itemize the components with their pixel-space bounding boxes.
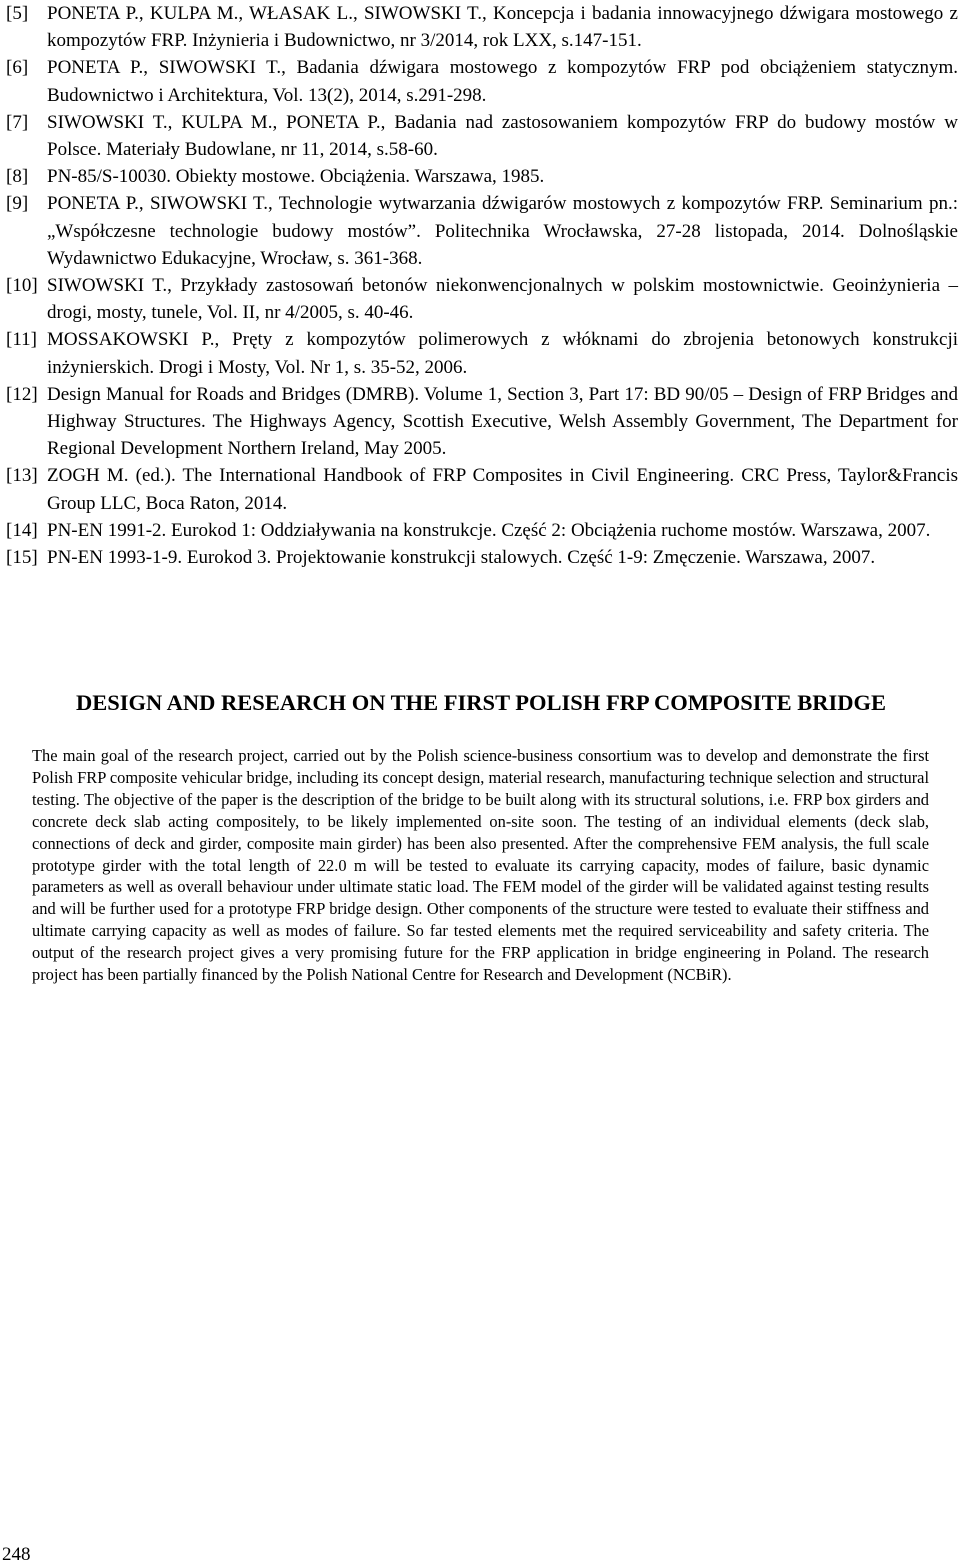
reference-list: [6, 0, 958, 571]
reference-number: [6]: [6, 57, 29, 79]
reference-number: [13]: [6, 465, 38, 487]
reference-item: [6, 381, 958, 463]
abstract-title: DESIGN AND RESEARCH ON THE FIRST POLISH FRP COMPOSITE BRIDGE: [76, 690, 886, 715]
reference-number: [11]: [6, 329, 37, 351]
reference-number: [5]: [6, 3, 29, 24]
reference-number: [7]: [6, 111, 29, 133]
reference-text: SIWOWSKI T., Przykłady zastosowań betonów niekonwencjonalnych w polskim mostownictwie. Geoinżynieria – drogi, mosty, tunele, Vol. II, nr 4/2005, s. 40-46.: [47, 275, 958, 324]
reference-text: Design Manual for Roads and Bridges (DMRB). Volume 1, Section 3, Part 17: BD 90/05 – Design of FRP Bridges and Highway Structures. The Highways Agency, Scottish Executive, Welsh Assembly Government, The Department for Regional Development Northern Ireland, May 2005.: [47, 383, 958, 460]
reference-text: PONETA P., SIWOWSKI T., Technologie wytwarzania dźwigarów mostowych z kompozytów FRP. Seminarium pn.: „Współczesne technologie budowy mostów”. Politechnika Wrocławska, 27-28 listopada, 2014. Dolnośląskie Wydawnictwo Edukacyjne, Wrocław, s. 361-368.: [47, 193, 958, 269]
reference-item: [6, 190, 958, 272]
reference-number: [15]: [6, 547, 38, 569]
reference-number: [14]: [6, 519, 38, 541]
reference-item: [6, 54, 958, 108]
abstract-body: The main goal of the research project, carried out by the Polish science-business consortium was to develop and demonstrate the first Polish FRP composite vehicular bridge, including its concept design, material research, manufacturing technique selection and structural testing. The objective of the paper is the description of the bridge to be built along with its structural solutions, i.e. FRP box girders and concrete deck slab acting compositely, to be likely implemented on-site soon. The testing of an individual elements (deck slab, connections of deck and girder, composite main girder) has been also presented. After the comprehensive FEM analysis, the full scale prototype girder with the total length of 22.0 m will be tested to evaluate its carrying capacity, modes of failure, basic dynamic parameters as well as overall behaviour under ultimate static load. The FEM model of the girder will be validated against testing results and will be further used for a prototype FRP bridge design. Other components of the structure were tested to evaluate their stiffness and ultimate carrying capacity as well as modes of failure. So far tested elements met the required serviceability and safety criteria. The output of the research project gives a very promising future for the FRP application in bridge engineering in Poland. The research project has been partially financed by the Polish National Centre for Research and Development (NCBiR).: [32, 746, 929, 985]
reference-item: [6, 109, 958, 163]
reference-text: MOSSAKOWSKI P., Pręty z kompozytów polimerowych z włóknami do zbrojenia betonowych konstrukcji inżynierskich. Drogi i Mosty, Vol. Nr 1, s. 35-52, 2006.: [47, 329, 958, 378]
reference-item: [6, 462, 958, 516]
reference-text: PN-EN 1991-2. Eurokod 1: Oddziaływania na konstrukcje. Część 2: Obciążenia ruchome mostów. Warszawa, 2007.: [47, 519, 931, 541]
reference-text: PONETA P., SIWOWSKI T., Badania dźwigara mostowego z kompozytów FRP pod obciążeniem statycznym. Budownictwo i Architektura, Vol. 13(2), 2014, s.291-298.: [47, 57, 958, 106]
reference-item: [6, 544, 958, 571]
reference-number: [10]: [6, 275, 38, 297]
reference-text: PN-EN 1993-1-9. Eurokod 3. Projektowanie konstrukcji stalowych. Część 1-9: Zmęczenie. Warszawa, 2007.: [47, 547, 876, 569]
reference-item: [6, 163, 958, 190]
reference-number: [8]: [6, 166, 29, 188]
reference-item: [6, 517, 958, 544]
reference-number: [12]: [6, 383, 38, 405]
reference-text: ZOGH M. (ed.). The International Handbook of FRP Composites in Civil Engineering. CRC Press, Taylor&Francis Group LLC, Boca Raton, 2014.: [47, 465, 958, 514]
reference-number: [9]: [6, 193, 29, 215]
reference-item: [6, 0, 958, 54]
reference-item: [6, 326, 958, 380]
reference-item: [6, 272, 958, 326]
reference-text: PN-85/S-10030. Obiekty mostowe. Obciążenia. Warszawa, 1985.: [47, 166, 545, 188]
reference-text: SIWOWSKI T., KULPA M., PONETA P., Badania nad zastosowaniem kompozytów FRP do budowy mostów w Polsce. Materiały Budowlane, nr 11, 2014, s.58-60.: [47, 111, 958, 161]
reference-text: PONETA P., KULPA M., WŁASAK L., SIWOWSKI T., Koncepcja i badania innowacyjnego dźwigara mostowego z kompozytów FRP. Inżynieria i Budownictwo, nr 3/2014, rok LXX, s.147-151.: [47, 3, 958, 52]
page-number: 248: [2, 1544, 31, 1565]
